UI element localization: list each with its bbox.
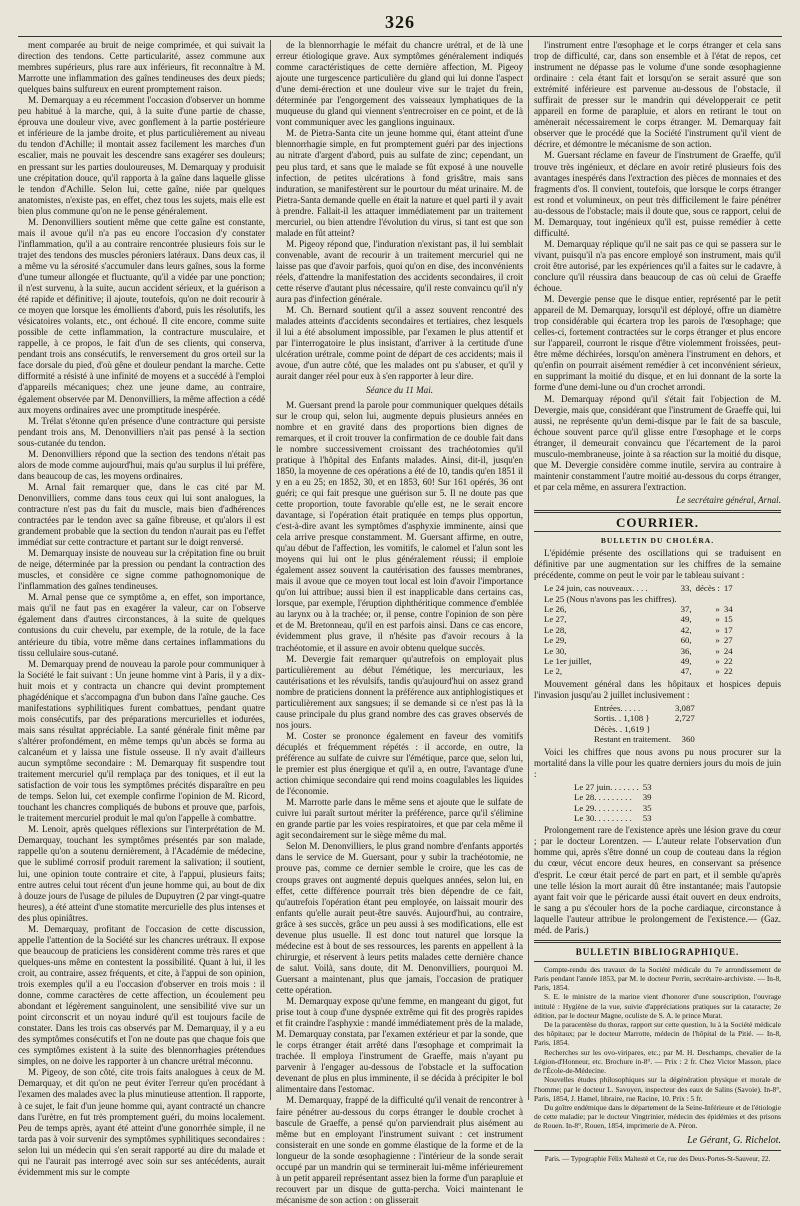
paragraph: M. Guersant réclame en faveur de l'instrument de Graeffe, qu'il trouve très ingénieux, et déclare en avoir retiré plusieurs fois des avantages inespérés dans l'extraction des pièces de monnaies et des fragments d'os. Il convient, toutefois, que lorsque le corps étranger est rond et volumineux, on peut très difficilement le faire pénétrer au-dessous de l'obstacle; mais il doute que, sous ce rapport, celui de M. Demarquay, tout ingénieux qu'il est, puisse remédier à cette difficulté. (534, 150, 781, 238)
paragraph: M. Demarquay a eu récemment l'occasion d'observer un homme peu habitué à la marche, qui, à la suite d'une partie de chasse, éprouva une douleur vive, avec gonflement à la partie postérieure et inférieure de la jambe droite, et plus particulièrement au niveau du tendon d'Achille; il montait assez facilement les marches d'un escalier, mais ne pouvait les descendre sans exagérer ses douleurs; en pressant sur les parties douloureuses, M. Demarquay y produisit une crépitation douce, qu'il rapporta à la gaîne dans laquelle glisse le tendon d'Achille. Selon lui, cette gaîne, niée par quelques anatomistes, n'existe pas, en effet, chez tous les sujets, mais elle est bien plus commune qu'on ne le pense généralement. (18, 95, 265, 216)
table-row (594, 713, 699, 723)
table-row (544, 614, 737, 624)
table-cell: 53 (642, 781, 652, 792)
table-cell: Décès. . 1,619 } (594, 723, 651, 734)
table-cell: Le 28, (544, 624, 567, 635)
table-cell: 49, (680, 614, 692, 625)
hospital-movement: Mouvement général dans les hôpitaux et hospices depuis l'invasion jusqu'au 2 juillet inclusivement : (534, 678, 781, 700)
cholera-bulletin-heading: BULLETIN DU CHOLÉRA. (600, 536, 715, 546)
paragraph: M. Lenoir, après quelques réflexions sur l'interprétation de M. Demarquay, touchant les symptômes présentés par son malade, rappelle qu'on a soutenu dernièrement, à l'Académie de médecine, que le sublimé corrosif produit rarement la salivation; il soutient, lui, une opinion toute contraire et cite, à l'appui, plusieurs faits; entre autres celui tout récent d'un jeune homme qui, au bout de dix à douze jours de l'usage de pilules de Dupuytren (2 par vingt-quatre heures), a été atteint d'une stomatite mercurielle des plus intenses et des plus opiniâtres. (18, 824, 265, 923)
table-row (544, 656, 737, 666)
paragraph: Selon M. Denonvilliers, le plus grand nombre d'enfants apportés dans le service de M. Guersant, pour y subir la trachéotomie, ne prouve pas, comme ce dernier semble le croire, que les cas de croups graves ont augmenté depuis quelques années, selon lui, en effet, cette différence pourrait très bien dépendre de ce fait, qu'autrefois l'opération étant peu employée, on laissait mourir des enfants qu'elle aurait peut-être sauvés. Aujourd'hui, au contraire, grâce à ses succès, grâce un peu aussi à ses modifications, elle est devenue plus usuelle. Il est donc tout naturel que lorsque la médecine est à bout de ses ressources, les parents en appellent à la chirurgie, et réservent à leurs petits malades cette dernière chance de salut. Voilà, sans doute, dit M. Denonvilliers, pourquoi M. Guersant a maintenant, plus que jamais, l'occasion de pratiquer cette opération. (276, 841, 523, 995)
section-rule (534, 531, 781, 532)
biblio-item: Du goître endémique dans le département de la Seine-Inférieure et de l'étiologie de cette maladie; par le docteur Vingtrinier, médecin des épidémies et des prisons de Rouen. In-8°, Rouen, 1854, imprimerie de A. Péron. (534, 1102, 781, 1131)
biblio-heading: BULLETIN BIBLIOGRAPHIQUE. (575, 946, 740, 957)
biblio-item: Compte-rendu des travaux de la Société médicale du 7e arrondissement de Paris pendant l'année 1853, par M. le docteur Perrin, secrétaire-archiviste. — In-8, Paris, 1854. (534, 964, 781, 993)
paragraph: ment comparée au bruit de neige comprimée, et qui suivait la direction des tendons. Cette particularité, assez commune aux membres supérieurs, plus rare aux inférieurs, fit reconnaître à M. Marrotte une inflammation des gaînes tendineuses des deux pieds; quelques bains sulfureux en eurent promptement raison. (18, 40, 265, 95)
paragraph: M. Demarquay insiste de nouveau sur la crépitation fine ou bruit de neige, déterminée par la pression ou pendant la contraction des muscles, et considère ce signe comme pathognomonique de l'inflammation des gaînes tendineuses. (18, 548, 265, 592)
paragraph: M. Guersant prend la parole pour communiquer quelques détails sur le croup qui, selon lui, augmente depuis plusieurs années en nombre et en gravité dans des proportions bien dignes de remarques, et il croit trouver la confirmation de ce double fait dans le nombre successivement croissant des trachéotomies qu'il pratique à l'hôpital des Enfants malades. Ainsi, dit-il, jusqu'en 1850, la moyenne de ces opérations a été de 10, tandis qu'en 1851 il y en a eu 25; en 1852, 30, et en 1853, 60! Sur 161 opérés, 36 ont guéri; ce qui fait presque une guérison sur 5. Il ne doute pas que cette proportion, toute favorable qu'elle est, ne le serait encore davantage, si l'opération était pratiquée en temps plus opportun, c'est-à-dire avant les symptômes d'asphyxie imminente, ainsi que cela arrive presque constamment. M. Guersant affirme, en outre, qu'au début de l'affection, les vomitifs, le calomel et l'alun sont les moyens qui lui ont le plus généralement réussi; il emploie également assez souvent la cautérisation des fausses membranes, mais il avoue que ce moyen tout local est loin d'avoir l'importance qu'on lui attribue; aussi bien il est inapplicable dans certains cas, lorsque, par exemple, l'éruption diphthéritique commence d'emblée au larynx ou à la trachée; or, il pense, contre l'opinion de son père et de M. Bretonneau, qu'il en est parfois ainsi. Dans ce cas encore, évidemment plus grave, il n'hésite pas d'avoir recours à la trachéotomie, et il assure en avoir obtenu quelque succès. (276, 399, 523, 653)
paragraph: M. Denonvilliers soutient même que cette gaîne est constante, mais il avoue qu'il n'a pas eu encore l'occasion d'y constater l'inflammation, qu'il a au contraire rencontrée plusieurs fois sur le trajet des tendons des muscles péroniers latéraux. Dans deux cas, il a même vu la sérosité s'accumuler dans leurs gaînes, sous la forme d'une tumeur allongée et fluctuante, qu'il a vidée par une ponction; il n'est survenu, à la suite, aucun accident sérieux, et la guérison a été rapide et définitive; il ajoute, toutefois, qu'on ne doit recourir à ce moyen que lorsque les émollients d'abord, puis les résolutifs, les vésicatoires volants, etc., ont échoué. Il cite encore, comme suite possible de cette inflammation, la contracture musculaire, et rappelle, à ce propos, le fait d'un de ses clients, qui conserva, pendant trois ans consécutifs, le renversement du gros orteil sur la face dorsale du pied, d'où gêne et douleur pendant la marche. Cette difformité a résisté à une infinité de moyens et a succédé à l'emploi d'appareils mécaniques; chez une jeune dame, au contraire, également observée par M. Denonvilliers, la même affection a cédé aux moyens ordinaires avec une promptitude inespérée. (18, 216, 265, 415)
table-row (574, 813, 656, 823)
table-cell (681, 594, 696, 604)
table-cell (675, 724, 699, 734)
table-cell: Le 26, (544, 604, 567, 615)
paragraph: M. Trélat s'étonne qu'en présence d'une contracture qui persiste pendant trois ans, M. Denonvilliers n'ait pas pensé à la section sous-cutanée du tendon. (18, 415, 265, 448)
table-row (594, 734, 699, 744)
paragraph: M. Devergie pense que le disque entier, représenté par le petit appareil de M. Demarquay, lorsqu'il est déployé, offre un diamètre trop considérable qui écartera trop les parois de l'œsophage; que celles-ci, fortement contractées sur le corps étranger et plus encore sur l'appareil, courront le risque d'être violemment froissées, peut-être même déchirées, lorsqu'on amènera l'instrument en dehors, et qu'enfin on pourrait aisément remédier à cet inconvénient sérieux, en supprimant la moitié du disque, et en lui donnant de la sorte la forme d'une demi-lune ou d'un crochet arrondi. (534, 294, 781, 393)
biblio-item: De la paracentèse du thorax, rapport sur cette question, lu à la Société médicale des hôpitaux; par le docteur Marrotte, médecin de l'hôpital de la Pitié. — In-8, Paris, 1854. (534, 1020, 781, 1048)
paragraph: M. Ch. Bernard soutient qu'il a assez souvent rencontré des malades atteints d'accidents secondaires et tertiaires, chez lesquels il lui a été absolument impossible, par l'examen le plus attentif et par l'interrogatoire le plus insistant, d'arriver à la certitude d'une ulcération urétrale, comme point de départ de ces accidents; mais il avoue, d'un autre côté, que les malades ont pu s'abuser, et qu'il y aurait danger réel pour eux à s'en rapporter à leur dire. (276, 305, 523, 382)
paragraph: l'instrument entre l'œsophage et le corps étranger et cela sans trop de difficulté, car, dans son ensemble et à l'état de repos, cet instrument ne dépasse pas le volume d'une sonde œsophagienne ordinaire : cela étant fait et lorsqu'on se serait assuré que son extrémité inférieure est parvenue au-dessous de l'obstacle, il suffirait de presser sur le mandrin qui développerait ce petit appareil en forme de parapluie, et alors en retirant le tout on amènerait nécessairement le corps étranger. M. Demarquay fait observer que le procédé que la Société l'instrument qu'il vient de décrire, et démontre le mécanisme de son action. (534, 40, 781, 150)
table-cell: 22 (723, 666, 733, 677)
page-number: 326 (385, 12, 415, 32)
table-cell: 60, (680, 635, 692, 646)
table-cell: Entrées. . . . . (594, 702, 641, 713)
table-cell: 37, (680, 604, 692, 615)
cholera-intro: L'épidémie présente des oscillations qui se traduisent en définitive par une augmentation sur les chiffres de la semaine précédente, comme on peut le voir par le tableau suivant : (534, 548, 781, 581)
table-cell: 33, (680, 583, 692, 594)
table-row (544, 666, 737, 676)
table-cell: 39 (642, 792, 652, 803)
table-row (544, 625, 737, 635)
table-cell: » (715, 624, 720, 635)
cholera-table (544, 583, 737, 677)
table-row (544, 646, 737, 656)
section-rule (534, 940, 781, 943)
table-row (574, 792, 656, 802)
table-cell: Le 29, (544, 635, 567, 646)
gerant-signature: Le Gérant, G. Richelot. (687, 1134, 781, 1146)
table-cell: » (715, 645, 720, 656)
column-divider (270, 40, 271, 1100)
table-cell: 27 (723, 635, 733, 646)
city-mortality-intro: Voici les chiffres que nous avons pu nous procurer sur la mortalité dans la ville pour les quatre derniers jours du mois de juin : (534, 746, 781, 779)
column-right (534, 40, 781, 1163)
table-cell: Le 24 juin, cas nouveaux. . . . (544, 583, 648, 594)
table-cell: 15 (723, 614, 733, 625)
table-cell: Le 1er juillet, (544, 656, 592, 667)
table-cell: 49, (680, 656, 692, 667)
paragraph: M. Demarquay, frappé de la difficulté qu'il venait de rencontrer à faire pénétrer au-dessous du corps étranger le double crochet à bascule de Graeffe, a pensé qu'on parviendrait plus aisément au même but en employant l'instrument suivant : cet instrument consisterait en une sonde en gomme élastique de la forme et de la longueur de la sonde œsophagienne : l'intérieur de la sonde serait occupé par un mandrin qui se terminerait lui-même inférieurement à un petit appareil représentant assez bien la forme d'un parapluie et recouvert par un disque de gutta-percha. Voici maintenant le mécanisme de son action : on glisserait (276, 1095, 523, 1205)
biblio-item: S. E. le ministre de la marine vient d'honorer d'une souscription, l'ouvrage intitulé : Hygiène de la vue, suivie d'appréciations pratiques sur la cataracte; 2e édition, par le docteur Magne, oculiste de S. A. le prince Murat. (534, 992, 781, 1020)
table-cell: » (715, 604, 720, 615)
paragraph: M. Arnal fait remarquer que, dans le cas cité par M. Denonvilliers, comme dans tous ceux qui lui sont analogues, la contracture n'est pas du fait du muscle, mais bien d'adhérences contractées par le tendon avec sa gaîne fibreuse, et qu'alors il est grandement probable que la section du tendon n'aurait pas eu l'effet immédiat sur cette contracture et partant sur le doigt renversé. (18, 481, 265, 548)
table-cell (724, 594, 737, 604)
table-cell: » (715, 656, 720, 667)
table-row (594, 724, 699, 734)
paragraph: M. Demarquay réplique qu'il ne sait pas ce qui se passera sur le vivant, puisqu'il n'a pas encore employé son instrument, mais qu'il croit être autorisé, par les expériences qu'il a faites sur le cadavre, à conclure qu'il réussira dans beaucoup de cas où celui de Graeffe échoue. (534, 238, 781, 294)
imprint: Paris. — Typographie Félix Maltestè et Ce, rue des Deux-Portes-St-Sauveur, 22. (544, 1154, 771, 1163)
table-cell: Le 29. . . . . . . . . (574, 802, 632, 813)
table-row (544, 635, 737, 645)
biblio-item: Recherches sur les ovo-viripares, etc.; par M. H. Deschamps, chevalier de la Légion-d'Honneur, etc. Brochure in-8°. — Prix : 2 fr. Chez Victor Masson, place de l'École-de-Médecine. (534, 1047, 781, 1076)
header-rule (18, 36, 782, 37)
table-cell: 42, (680, 624, 692, 635)
biblio-list (534, 965, 781, 1131)
table-cell: 17 (723, 624, 733, 635)
paragraph: M. de Pietra-Santa cite un jeune homme qui, étant atteint d'une blennorrhagie simple, en fut promptement guéri par des injections au nitrate d'argent d'abord, puis au sulfate de zinc; cependant, un peu plus tard, et sans que le malade se fût exposé à une nouvelle infection, de petites ulcérations à fond grisâtre, mais sans induration, se manifestèrent sur le pourtour du méat urinaire. M. de Pietra-Santa demande quelle en était la nature et quel parti il y avait à prendre. Fallait-il les attaquer immédiatement par un traitement mercuriel, ou bien attendre l'évolution du virus, si tant est que son malade en fût atteint? (276, 128, 523, 238)
paragraph: de la blennorrhagie le méfait du chancre urétral, et de là une erreur étiologique grave. Aux symptômes généralement indiqués comme caractéristiques de cette dernière affection, M. Pigeoy ajoute une turgescence particulière du gland qui lui donne l'aspect d'une demi-érection et une douleur vive sur le trajet du frein, déterminée par l'engorgement des vaisseaux lymphatiques de la muqueuse du gland qui viennent s'entrecroiser en ce point, et de là vont communiquer avec les ganglions inguinaux. (276, 40, 523, 128)
table-cell: Le 28. . . . . . . . . (574, 792, 632, 803)
table-cell: 47, (680, 666, 692, 677)
seance-heading: Séance du 11 Mai. (365, 385, 433, 396)
table-cell: 34 (723, 604, 733, 615)
paragraph: M. Pigeoy, de son côté, cite trois faits analogues à ceux de M. Demarquay, et dit qu'on ne peut éviter l'erreur qu'en procédant à l'examen des malades avec la plus minutieuse attention. Il rapporte, à ce sujet, le fait d'un jeune homme qui, ayant contracté un chancre dans l'urètre, en fut très promptement guéri, du moins localement. Peu de temps après, ayant été atteint d'une gonorrhée simple, il ne tarda pas à voir survenir des symptômes syphilitiques secondaires : selon lui un médecin qui s'en serait rapporté au dire du malade et qui ne l'aurait pas interrogé avec soin sur ses antécédents, aurait évidemment mis sur le compte (18, 1067, 265, 1177)
table-cell: Le 30, (544, 645, 567, 656)
hospital-totals (594, 703, 699, 745)
city-mortality-table (574, 782, 656, 824)
section-rule (534, 1150, 781, 1151)
paragraph: M. Coster se prononce également en faveur des vomitifs décuplés et fréquemment répétés : il accorde, en outre, la préférence au sulfate de cuivre sur l'émétique, parce que, selon lui, le premier est plus énergique et qu'il a, en outre, l'avantage d'une action chimique secondaire qui rend moins coagulables les liquides de l'économie. (276, 730, 523, 797)
table-cell: décès : (695, 583, 720, 594)
table-row (574, 803, 656, 813)
paragraph: M. Arnal pense que ce symptôme a, en effet, son importance, mais qu'il ne faut pas en exagérer la valeur, car on l'observe également dans d'autres circonstances, à la suite de quelques contusions du cuir chevelu, par exemple, de la rotule, de la face antérieure du tibia, votre même dans certaines inflammations du tissu cellulaire sous-cutané. (18, 592, 265, 658)
table-cell: 36, (680, 645, 692, 656)
table-cell: Le 25 (Nous n'avons pas les chiffres). (544, 593, 677, 604)
column-left (18, 40, 265, 1177)
table-cell: Sortis. . 1,108 } (594, 713, 650, 724)
section-rule (534, 961, 781, 962)
table-row (544, 594, 737, 604)
table-cell: Le 2, (544, 666, 563, 677)
section-rule (534, 510, 781, 513)
secretaire-signature: Le secrétaire général, Arnal. (676, 494, 781, 505)
table-cell: » (715, 614, 720, 625)
table-cell: Le 27, (544, 614, 567, 625)
courrier-heading: COURRIER. (615, 514, 700, 530)
table-row (544, 604, 737, 614)
paragraph: M. Demarquay expose qu'une femme, en mangeant du gigot, fut prise tout à coup d'une dyspnée extrême qui fit des progrès rapides et fit craindre l'asphyxie : mandé immédiatement près de la malade, M. Demarquay constata, par l'examen extérieur et par la sonde, que le corps étranger était arrêté dans l'œsophage et comprimait la trachée. Il employa l'instrument de Graeffe, mais n'ayant pu parvenir à l'engager au-dessous de l'obstacle et la suffocation devenant de plus en plus imminente, il se décida à précipiter le bol alimentaire dans l'estomac. (276, 996, 523, 1095)
table-cell: 35 (642, 802, 652, 813)
paragraph: M. Pigeoy répond que, l'induration n'existant pas, il lui semblait convenable, avant de recourir à un traitement mercuriel qui ne laisse pas que d'avoir parfois, quoi qu'on en dise, des inconvénients réels, d'attendre la manifestation des accidents secondaires, il croit cette réserve d'autant plus nécessaire, qu'il reste convaincu qu'il n'y aura pas d'infection générale. (276, 238, 523, 305)
paragraph: M. Denonvilliers répond que la section des tendons n'était pas alors de mode comme aujourd'hui, mais qu'au surplus il lui préfère, dans beaucoup de cas, les moyens ordinaires. (18, 448, 265, 481)
table-cell (696, 594, 724, 604)
column-divider (528, 40, 529, 1100)
table-row (544, 583, 737, 593)
table-cell: Le 30. . . . . . . . . (574, 812, 632, 823)
table-cell: 3,087 (674, 702, 695, 713)
table-cell: » (715, 666, 720, 677)
table-cell: Restant en traitement. (594, 734, 671, 745)
table-cell: Le 27 juin. . . . . . . (574, 781, 639, 792)
paragraph: M. Devergie fait remarquer qu'autrefois on employait plus particulièrement au début l'émétique, les mercuriaux, les cautérisations et les révulsifs, tandis qu'aujourd'hui on assez grand nombre de praticiens donnent la préférence aux antiphlogistiques et particulièrement aux sangsues; il se demande si ce n'est pas là la cause principale du plus grand nombre des cas graves observés de nos jours. (276, 653, 523, 730)
table-cell: 24 (723, 645, 733, 656)
paragraph: M. Demarquay répond qu'il s'était fait l'objection de M. Devergie, mais que, considérant que l'instrument de Graeffe qui, lui aussi, ne représente qu'un demi-disque par le fait de sa bascule, échoue souvent parce qu'il glisse entre l'œsophage et le corps étranger, il demeurait convaincu que l'écartement de la paroi musculo-membraneuse, jointe à sa réaction sur la moitié du disque, que M. Devergie considère comme inutile, servira au contraire à maintenir constamment l'autre moitié au-dessous du corps étranger, et par cela même, en assurera l'extraction. (534, 393, 781, 492)
paragraph: M. Demarquay prend de nouveau la parole pour communiquer à la Société le fait suivant : Un jeune homme vint à Paris, il y a dix-huit mois et y contracta un chancre qui devint promptement phagédénique et s'accompagna d'un bubon dans l'aîne gauche. Ces manifestations syphilitiques furent combattues, pendant quatre mois consécutifs, par des préparations mercurielles et iodurées, mais sans résultat appréciable. La santé générale finit même par s'altérer profondément, en même temps qu'un abcès se forma au calcanéum et y laissa une fistule osseuse. Il n'y avait d'ailleurs aucun symptôme secondaire : M. Demarquay fit suspendre tout traitement mercuriel qu'il remplaça par des toniques, et il eut la satisfaction de voir tous les symptômes précités disparaître en peu de temps. Selon lui, cet exemple confirme l'opinion de M. Ricord, touchant les chancres compliqués de bubons et prouve que, parfois, le traitement mercuriel produit le mal qu'on l'appelle à combattre. (18, 658, 265, 824)
table-cell: 17 (723, 583, 733, 594)
column-middle (276, 40, 523, 1205)
table-cell: 53 (642, 812, 652, 823)
table-cell: » (715, 635, 720, 646)
paragraph: M. Marrotte parle dans le même sens et ajoute que le sulfate de cuivre lui paraît surtout mériter la préférence, parce qu'il s'élimine en grande partie par les voies respiratoires, et que par cela même il agit secondairement sur le siège même du mal. (276, 797, 523, 841)
biblio-item: Nouvelles études philosophiques sur la dégénération physique et morale de l'homme; par le docteur L. Savoyen, inspecteur des eaux de Salins (Savoie). In-8°, Paris, 1854, J. Hamel, libraire, rue Racine, 10. Prix : 5 fr. (534, 1075, 781, 1103)
table-row (574, 782, 656, 792)
table-row (594, 703, 699, 713)
prolongement-article: Prolongement rare de l'existence après une lésion grave du cœur ; par le docteur Lorentzen. — L'auteur relate l'observation d'un homme qui, après s'être donné un coup de couteau dans la région du cœur, vécut encore deux heures, en conservant sa présence d'esprit. Le cœur était percé de part en part, et il semble qu'après une telle lésion la mort aurait dû être instantanée; mais l'autopsie ayant fait voir que le péricarde aussi était ouvert en deux endroits, le sang a pu s'écouler hors de la poche cardiaque, circonstance à laquelle l'auteur attribue le prolongement de l'existence.— (Gaz. méd. de Paris.) (534, 825, 781, 935)
table-cell: 22 (723, 656, 733, 667)
paragraph: M. Demarquay, profitant de l'occasion de cette discussion, appelle l'attention de la Société sur les chancres urétraux. Il expose que beaucoup de praticiens les considèrent comme très rares et que quelques-uns même en contestent la possibilité. Quant à lui, il les croit, au contraire, assez fréquents, et cite, à l'appui de son opinion, trois exemples qu'il a eu l'occasion d'observer en trois mois : il donne, comme caractères de cette affection, un écoulement peu abondant et légèrement sanguinolent, une sensibilité vive sur un point circonscrit et un noyau induré qu'il est toujours facile de constater. Dans les trois cas observés par M. Demarquay, il y a eu des symptômes consécutifs et l'on ne doute pas que chaque fois que ces symptômes existent à la suite des blennorrhagies prétendues simples, on ne doive les rapporter à un chancre urétral méconnu. (18, 923, 265, 1067)
table-cell: 360 (681, 734, 695, 745)
table-cell: 2,727 (674, 713, 695, 724)
